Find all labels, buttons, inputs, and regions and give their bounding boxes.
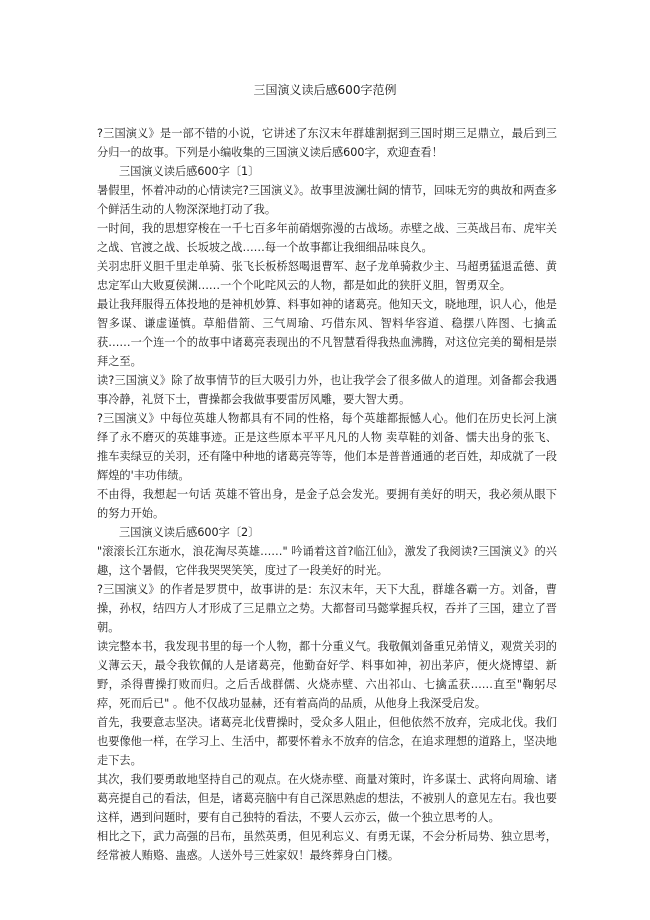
body-paragraph: 关羽忠肝义胆千里走单骑、张飞长板桥怒喝退曹军、赵子龙单骑救少主、马超勇猛退孟德、黄忠定军山大败夏侯渊……一个个叱咤风云的人物，都是如此的狭肝义胆，智勇双全。 <box>97 260 557 292</box>
body-paragraph: ?三国演义》中每位英雄人物都具有不同的性格，每个英雄都振憾人心。他们在历史长河上演绎了永不磨灭的英雄事迹。正是这些原本平平凡凡的人物 卖草鞋的刘备、懦夫出身的张飞、推车卖绿豆的关羽，还有隆中种地的诸葛亮等等，他们本是普普通通的老百姓，却成就了一段辉煌的'丰功伟绩。 <box>97 412 557 482</box>
document-body <box>97 124 557 865</box>
body-paragraph: 其次，我们要勇敢地坚持自己的观点。在火烧赤壁、商量对策时，许多谋士、武将向周瑜、诸葛亮提自己的看法，但是，诸葛亮脑中有自己深思熟虑的想法，不被别人的意见左右。我也要这样，遇到问题时，要有自己独特的看法，不要人云亦云，做一个独立思考的人。 <box>97 773 557 824</box>
body-paragraph: 首先，我要意志坚决。诸葛亮北伐曹操时，受众多人阻止，但他依然不放弃，完成北伐。我们也要像他一样，在学习上、生活中，都要怀着永不放弃的信念，在追求理想的道路上，坚决地走下去。 <box>97 716 557 767</box>
body-paragraph: 暑假里，怀着冲动的心情读完?三国演义》。故事里波澜壮阔的情节，回味无穷的典故和两查多个鲜活生动的人物深深地打动了我。 <box>97 184 557 216</box>
body-paragraph: 相比之下，武力高强的吕布，虽然英勇，但见利忘义、有勇无谋，不会分析局势、独立思考，经常被人贿赂、蛊惑。人送外号三姓家奴！最终葬身白门楼。 <box>97 830 557 862</box>
intro-paragraph: ?三国演义》是一部不错的小说，它讲述了东汉末年群雄割据到三国时期三足鼎立，最后到三分归一的故事。下列是小编收集的三国演义读后感600字，欢迎查看！ <box>97 127 557 159</box>
body-paragraph: 读完整本书，我发现书里的每一个人物，都十分重义气。我敬佩刘备重兄弟情义，观赏关羽的义薄云天，最令我钦佩的人是诸葛亮，他勤奋好学、料事如神，初出茅庐，便火烧博望、新野，杀得曹操打败而归。之后舌战群儒、火烧赤壁、六出祁山、七擒孟获……直至"鞠躬尽瘁，死而后已" 。他不仅战功显赫，还有着高尚的品质，从他身上我深受启发。 <box>97 640 557 710</box>
document-title: 三国演义读后感600字范例 <box>253 83 397 97</box>
body-paragraph: 不由得，我想起一句话 英雄不管出身，是金子总会发光。要拥有美好的明天，我必须从眼下的努力开始。 <box>97 488 557 520</box>
body-paragraph: 最让我拜服得五体投地的是神机妙算、料事如神的诸葛亮。他知天文，晓地理，识人心，他是智多谋、谦虚谨慎。草船借箭、三气周瑜、巧借东风、智料华容道、稳摆八阵图、七擒孟获……一个连一个的故事中诸葛亮表现出的不凡智慧看得我热血沸腾，对这位完美的蜀相是崇拜之至。 <box>97 298 557 368</box>
body-paragraph: 读?三国演义》除了故事情节的巨大吸引力外，也让我学会了很多做人的道理。刘备都会我遇事冷静，礼贤下士，曹操都会我做事要雷厉风雕，要大智大勇。 <box>97 374 557 406</box>
body-paragraph: "滚滚长江东逝水，浪花淘尽英雄……" 吟诵着这首?临江仙》，激发了我阅读?三国演义》的兴趣，这个暑假，它伴我哭哭笑笑，度过了一段美好的时光。 <box>97 545 557 577</box>
body-paragraph: 一时间，我的思想穿梭在一千七百多年前硝烟弥漫的古战场。赤壁之战、三英战吕布、虎牢关之战、官渡之战、长坂坡之战……每一个故事都让我细细品味良久。 <box>97 222 557 254</box>
section-heading-1: 三国演义读后感600字〔1〕 <box>119 165 260 178</box>
section-heading-2: 三国演义读后感600字〔2〕 <box>119 526 260 539</box>
body-paragraph: ?三国演义》的作者是罗贯中，故事讲的是：东汉末年，天下大乱，群雄各霸一方。刘备，曹操，孙权，结四方人才形成了三足鼎立之势。大都督司马懿掌握兵权，吞并了三国，建立了晋朝。 <box>97 583 557 634</box>
